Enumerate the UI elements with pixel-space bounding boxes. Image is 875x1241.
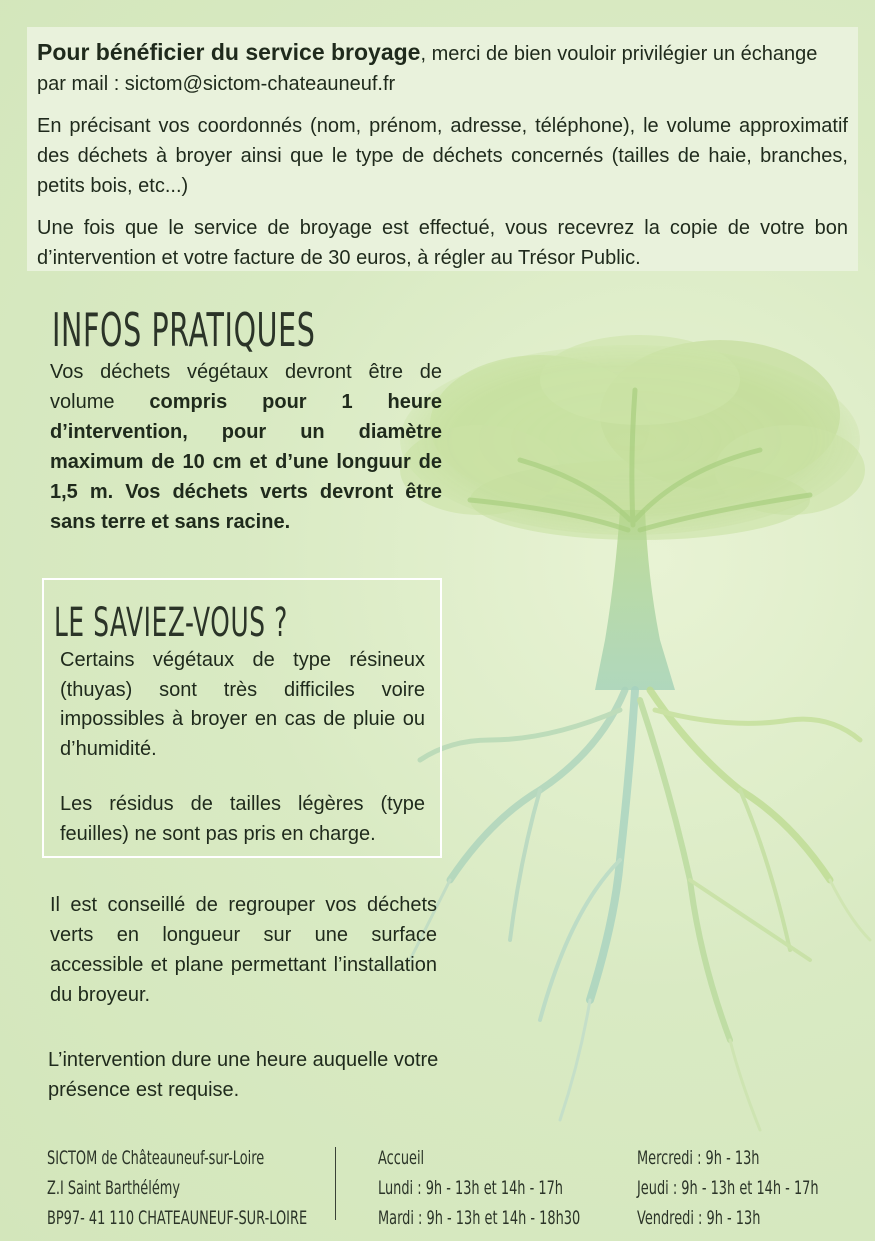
footer-hours-line: Lundi : 9h - 13h et 14h - 17h [378, 1177, 563, 1199]
saviez-vous-box [42, 578, 442, 858]
infos-pratiques-text [50, 357, 442, 537]
saviez-vous-paragraph-2: Les résidus de tailles légères (type feuilles) ne sont pas pris en charge. [60, 793, 425, 845]
saviez-vous-heading: LE SAVIEZ-VOUS ? [54, 600, 288, 646]
infos-text-normal: Vos déchets végétaux devront être de volume [50, 361, 442, 413]
footer-divider [335, 1147, 336, 1220]
footer-address-line: Z.I Saint Barthélémy [47, 1177, 181, 1199]
footer-address-line: SICTOM de Châteauneuf-sur-Loire [47, 1147, 265, 1169]
infos-pratiques-heading: INFOS PRATIQUES [52, 303, 316, 357]
footer-hours-line: Mardi : 9h - 13h et 14h - 18h30 [378, 1207, 581, 1229]
footer-address [47, 1143, 430, 1233]
footer-hours-col-2 [637, 1143, 875, 1233]
intro-lead-rest[interactable]: , merci de bien vouloir privilégier un échange par mail : sictom@sictom-chateauneuf.fr [37, 43, 818, 95]
footer-hours-line: Accueil [378, 1147, 425, 1169]
footer-hours-col-1 [378, 1143, 675, 1233]
intro-lead: Pour bénéficier du service broyage [37, 39, 421, 65]
advice-paragraph: Il est conseillé de regrouper vos déchets verts en longueur sur une surface accessible et plane permettant l’installation du broyeur. [50, 894, 437, 1006]
invoice-paragraph: Une fois que le service de broyage est effectué, vous recevrez la copie de votre bon d’intervention et votre facture de 30 euros, à régler au Trésor Public. [37, 217, 848, 269]
footer-hours-line: Mercredi : 9h - 13h [637, 1147, 760, 1169]
footer-hours-line: Jeudi : 9h - 13h et 14h - 17h [637, 1177, 819, 1199]
service-info-box [27, 27, 858, 271]
footer-address-line: BP97- 41 110 CHATEAUNEUF-SUR-LOIRE [47, 1207, 308, 1229]
intro-paragraph [37, 37, 848, 99]
footer-hours-line: Vendredi : 9h - 13h [637, 1207, 761, 1229]
intervention-paragraph: L’intervention dure une heure auquelle votre présence est requise. [48, 1049, 439, 1101]
details-paragraph: En précisant vos coordonnés (nom, prénom, adresse, téléphone), le volume approximatif des déchets à broyer ainsi que le type de déchets concernés (tailles de haie, branches, petits bois, etc...) [37, 115, 848, 197]
tree-roots [410, 690, 870, 1130]
tree-illustration [390, 320, 875, 1140]
saviez-vous-paragraph-1: Certains végétaux de type résineux (thuyas) sont très difficiles voire impossibles à broyer en cas de pluie ou d’humidité. [60, 649, 425, 760]
infos-text-bold: compris pour 1 heure d’intervention, pour un diamètre maximum de 10 cm et d’une longuur de 1,5 m. Vos déchets verts devront être sans terre et sans racine. [50, 391, 442, 533]
